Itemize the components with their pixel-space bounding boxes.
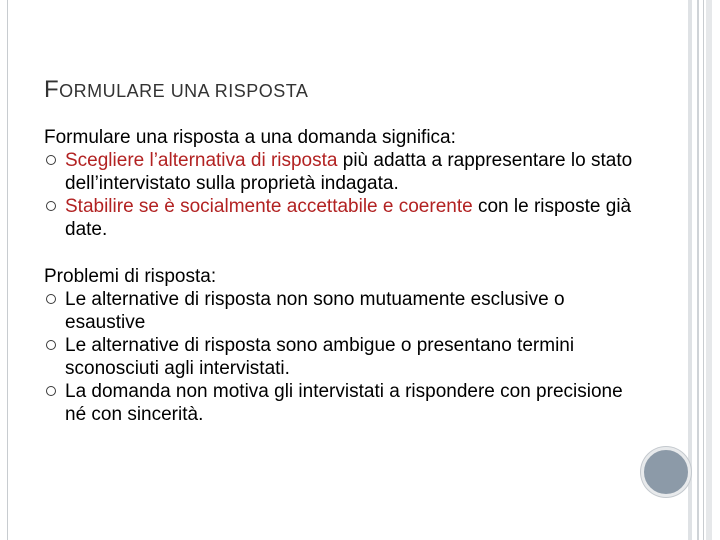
title-initial: F bbox=[44, 76, 60, 103]
section2-list bbox=[44, 288, 644, 426]
slide-title bbox=[44, 76, 308, 104]
list-item bbox=[44, 149, 644, 195]
section-spacer bbox=[44, 241, 644, 265]
list-item bbox=[44, 334, 644, 380]
decorative-circle bbox=[641, 447, 691, 497]
item-highlight: Stabilire se è socialmente accettabile e coerente bbox=[65, 196, 473, 217]
section1-list bbox=[44, 149, 644, 241]
item-text: con le risposte già date. bbox=[65, 196, 632, 240]
bullet-icon bbox=[46, 340, 56, 350]
slide-body bbox=[44, 126, 644, 426]
list-item bbox=[44, 288, 644, 334]
list-item bbox=[44, 195, 644, 241]
decorative-side-bar bbox=[697, 0, 699, 540]
item-text: più adatta a rappresentare lo stato dell’intervistato sulla proprietà indagata. bbox=[65, 150, 633, 194]
item-text: Le alternative di risposta sono ambigue o presentano termini sconosciuti agli intervistati. bbox=[65, 335, 575, 379]
decorative-side-bar bbox=[706, 0, 712, 540]
list-item bbox=[44, 380, 644, 426]
title-rest: ORMULARE UNA RISPOSTA bbox=[59, 81, 309, 101]
item-text: La domanda non motiva gli intervistati a rispondere con precisione né con sincerità. bbox=[65, 381, 623, 425]
item-text: Le alternative di risposta non sono mutuamente esclusive o esaustive bbox=[65, 289, 565, 333]
bullet-icon bbox=[46, 155, 56, 165]
decorative-side-bar bbox=[688, 0, 692, 540]
section2-intro: Problemi di risposta: bbox=[44, 266, 217, 287]
bullet-icon bbox=[46, 201, 56, 211]
bullet-icon bbox=[46, 294, 56, 304]
item-highlight: Scegliere l’alternativa di risposta bbox=[65, 150, 338, 171]
bullet-icon bbox=[46, 386, 56, 396]
section1-intro: Formulare una risposta a una domanda significa: bbox=[44, 127, 456, 148]
